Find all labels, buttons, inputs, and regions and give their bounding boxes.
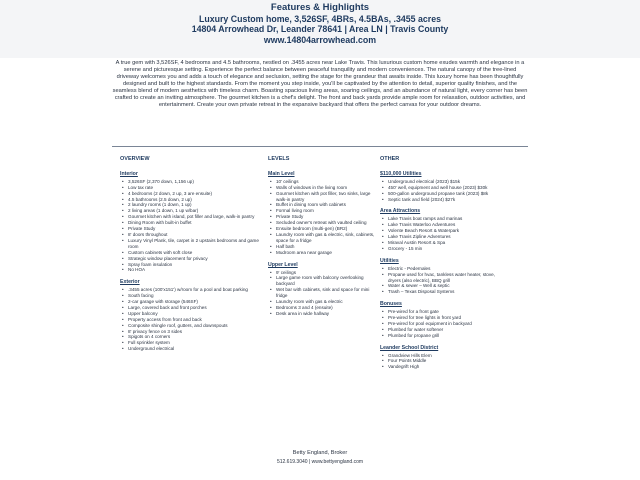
levels-column [268, 157, 378, 317]
interior-list [120, 179, 270, 274]
list-item: • Volente Beach Resort & Waterpark [388, 228, 500, 234]
list-item: • Septic tank and field (2024) $27k [388, 197, 500, 203]
list-item: • Mudroom area near garage [276, 250, 378, 256]
list-item: • Upper balcony [128, 311, 270, 317]
upper-level-list [268, 270, 378, 317]
exterior-list [120, 287, 270, 352]
header-banner [0, 0, 640, 58]
list-item: • Dining Room with built-in buffet [128, 220, 270, 226]
list-item: • Ensuite bedroom (multi-gen) (BR2) [276, 226, 378, 232]
list-item: • 10' ceilings [276, 179, 378, 185]
list-item: • Pre-wired for a front gate [388, 309, 500, 315]
levels-heading: LEVELS [268, 156, 290, 162]
list-item: • Wet bar with cabinets, sink and space for mini fridge [276, 287, 378, 299]
list-item: • 500-gallon underground propane tank (2023) $8k [388, 191, 500, 197]
list-item: • 3,526SF (2,370 down, 1,156 up) [128, 179, 270, 185]
area-attractions-list [380, 216, 500, 251]
broker-contact[interactable]: 512.619.3040 | www.bettyengland.com [276, 459, 364, 465]
list-item: • Pre-wired for pool equipment in backyard [388, 321, 500, 327]
list-item: • 2 living areas (1 down, 1 up w/bar) [128, 208, 270, 214]
list-item: • Composite shingle roof, gutters, and downspouts [128, 323, 270, 329]
list-item: • Grandview Hills Elem [388, 353, 500, 359]
interior-heading: Interior [120, 170, 138, 177]
list-item: • Luxury Vinyl Plank, tile, carpet in 2 upstairs bedrooms and game room [128, 238, 270, 250]
property-website-link[interactable]: www.14804arrowhead.com [263, 34, 377, 45]
property-summary: Luxury Custom home, 3,526SF, 4BRs, 4.5BAs, .3455 acres [198, 13, 442, 24]
list-item: • Buffet in dining room with cabinets [276, 202, 378, 208]
list-item: • Custom cabinets with soft close [128, 250, 270, 256]
list-item: • Propane used for hvac, tankless water heater, stove, dryers (also electric), BBQ grill [388, 272, 500, 284]
list-item: • Four Points Middle [388, 358, 500, 364]
utilities-heading: Utilities [380, 257, 399, 264]
list-item: • Desk area in wide hallway [276, 311, 378, 317]
list-item: • Miraval Austin Resort & Spa [388, 240, 500, 246]
list-item: • Spray foam insulation [128, 262, 270, 268]
list-item: • 4 bedrooms (2 down, 2 up, 3 are ensuite) [128, 191, 270, 197]
property-address: 14804 Arrowhead Dr, Leander 78641 | Area LN | Travis County [191, 24, 449, 34]
upper-level-heading: Upper Level [268, 261, 298, 268]
page-title: Features & Highlights [270, 2, 370, 13]
list-item: • Formal living room [276, 208, 378, 214]
list-item: • Plumbed for water softener [388, 327, 500, 333]
overview-column [120, 157, 270, 352]
list-item: • Trash – Texas Disposal Systems [388, 289, 500, 295]
list-item: • Lake Travis Waterloo Adventures [388, 222, 500, 228]
list-item: • Strategic window placement for privacy [128, 256, 270, 262]
list-item: • Low tax rate [128, 185, 270, 191]
list-item: • Underground electrical (2023) $15k [388, 179, 500, 185]
list-item: • Plumbed for propane grill [388, 333, 500, 339]
list-item: • Laundry room with gas & electric [276, 299, 378, 305]
utilities-investment-list [380, 179, 500, 203]
list-item: • Gourmet kitchen with island, pot filler and large, walk-in pantry [128, 214, 270, 220]
list-item: • Lake Travis boat ramps and marinas [388, 216, 500, 222]
list-item: • Underground electrical [128, 346, 270, 352]
school-list [380, 353, 500, 371]
list-item: • Secluded owner's retreat with vaulted ceiling [276, 220, 378, 226]
other-heading: OTHER [380, 156, 400, 162]
list-item: • Half bath [276, 244, 378, 250]
main-level-list [268, 179, 378, 256]
list-item: • 2 laundry rooms (1 down, 1 up) [128, 202, 270, 208]
list-item: • Private Study [128, 226, 270, 232]
bonuses-list [380, 309, 500, 339]
list-item: • 8' privacy fence on 3 sides [128, 329, 270, 335]
list-item: • Pre-wired for tree lights in front yard [388, 315, 500, 321]
list-item: • Walls of windows in the living room [276, 185, 378, 191]
list-item: • Water & sewer – Well & septic [388, 283, 500, 289]
list-item: • Vandegrift High [388, 364, 500, 370]
main-level-heading: Main Level [268, 170, 295, 177]
list-item: • 8' doors throughout [128, 232, 270, 238]
list-item: • Spigots on 4 corners [128, 334, 270, 340]
list-item: • Private Study [276, 214, 378, 220]
intro-paragraph: A true gem with 3,526SF, 4 bedrooms and 4.5 bathrooms, nestled on .3455 acres near Lake Travis. This luxurious custom home exudes warmth and elegance in a serene and picturesque setting. Experience the perfect balance between peaceful tranquility and modern conveniences. The natural canopy of the tree-lined driveway welcomes you and adds a touch of elegance and seclusion, setting the stage for the grandeur that awaits inside. This luxury home has been thoughtfully designed and built to the highest standards. From the moment you step inside, you'll be captivated by the attention to detail, superior quality finishes, and the seamless blend of modern aesthetics with timeless charm. Boasting spacious living areas, soaring ceilings, and an abundance of natural light, every corner has been crafted to create an inviting atmosphere. The gourmet kitchen is a chef's delight. The front and back yards provide ample room for relaxation, outdoor activities, and entertainment. Create your own private retreat in the expansive backyard that offers the perfect canvas for your outdoor dreams. [112, 60, 528, 108]
list-item: • 450' well, equipment and well house (2023) $30k [388, 185, 500, 191]
utilities-list [380, 266, 500, 296]
other-column [380, 157, 500, 370]
exterior-heading: Exterior [120, 279, 140, 286]
list-item: • .3455 acres (100'x151') w/room for a pool and boat parking [128, 287, 270, 293]
divider [112, 146, 528, 147]
area-attractions-heading: Area Attractions [380, 208, 421, 215]
list-item: • Property access from front and back [128, 317, 270, 323]
list-item: • Large, covered back and front porches [128, 305, 270, 311]
school-district-heading: Leander School District [380, 344, 439, 351]
utilities-investment-heading: $110,000 Utilities [380, 170, 422, 177]
list-item: • South facing [128, 293, 270, 299]
bonuses-heading: Bonuses [380, 301, 402, 308]
list-item: • 4.5 bathrooms (2.5 down, 2 up) [128, 197, 270, 203]
list-item: • Lake Travis Zipline Adventures [388, 234, 500, 240]
list-item: • Full sprinkler system [128, 340, 270, 346]
list-item: • Large game room with balcony overlooking backyard [276, 275, 378, 287]
list-item: • 9' ceilings [276, 270, 378, 276]
list-item: • Grocery - 15 min [388, 246, 500, 252]
list-item: • Bedrooms 3 and 4 (ensuite) [276, 305, 378, 311]
footer [0, 450, 640, 465]
list-item: • Electric - Pedernales [388, 266, 500, 272]
list-item: • Gourmet kitchen with pot filler, two sinks, large walk-in pantry [276, 191, 378, 203]
list-item: • No HOA [128, 267, 270, 273]
list-item: • Laundry room with gas & electric, sink, cabinets, space for a fridge [276, 232, 378, 244]
broker-name: Betty England, Broker [292, 450, 348, 456]
overview-heading: OVERVIEW [120, 156, 150, 162]
list-item: • 2-car garage with storage (546SF) [128, 299, 270, 305]
